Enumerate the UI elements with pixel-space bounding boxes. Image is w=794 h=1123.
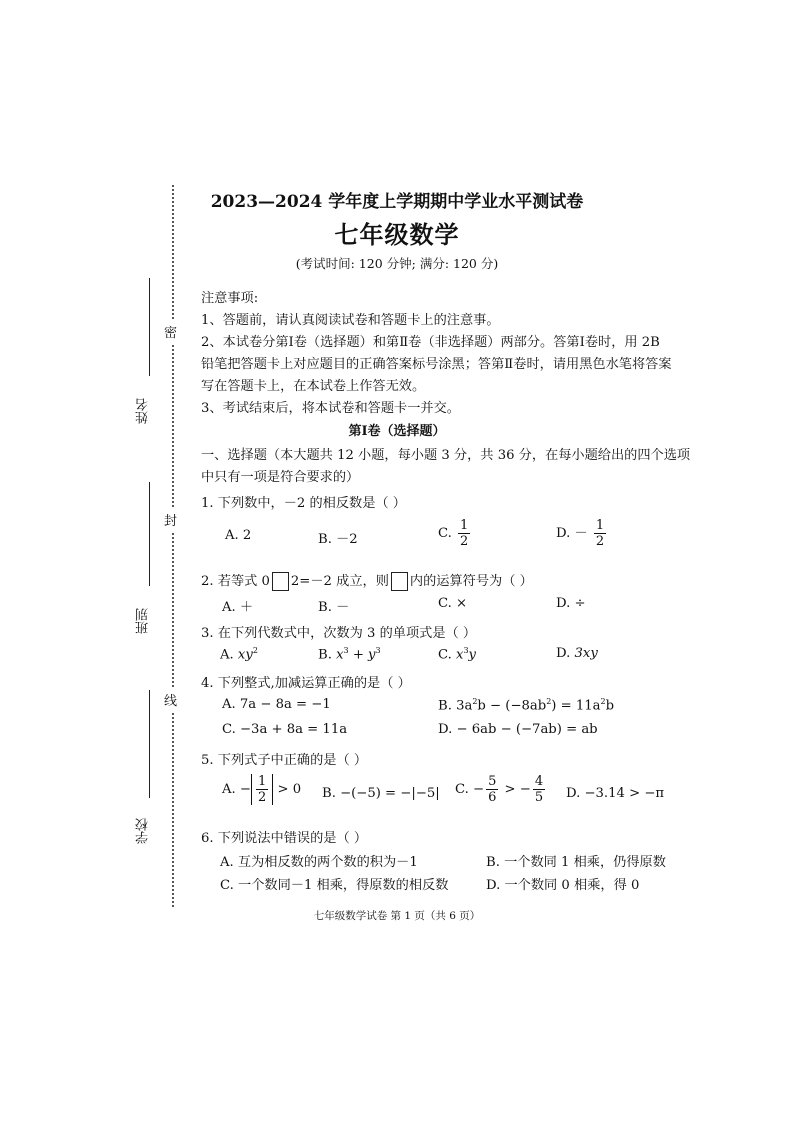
q6-option-b: B. 一个数同 1 相乘，仍得原数	[486, 855, 666, 870]
q6-option-d: D. 一个数同 0 相乘，得 0	[486, 878, 640, 893]
notes-heading: 注意事项:	[201, 291, 259, 306]
q3-c-expr-1: x	[456, 647, 464, 663]
q3-d-expr: 3xy	[574, 646, 598, 661]
q1-c-denominator: 2	[460, 534, 469, 549]
q3-a-label: A.	[220, 647, 234, 663]
q3-option-c	[438, 646, 476, 662]
q5-c-fraction-1	[486, 774, 498, 805]
blank-box-icon	[391, 572, 408, 591]
section-intro-line-2: 中只有一项是符合要求的）	[201, 470, 360, 485]
question-1-stem: 1. 下列数中，－2 的相反数是（ ）	[201, 496, 406, 511]
q3-option-b	[318, 646, 381, 662]
question-4-stem: 4. 下列整式,加减运算正确的是（ ）	[201, 676, 411, 691]
notes-item-1: 1、答题前，请认真阅读试卷和答题卡上的注意事。	[201, 313, 500, 328]
q1-option-a: A. 2	[225, 528, 252, 543]
q2-option-b: B. －	[318, 600, 350, 615]
q5-a-denominator: 2	[257, 790, 267, 805]
q5-c-numerator-2: 4	[534, 774, 544, 789]
section-intro-line-1: 一、选择题（本大题共 12 小题，每小题 3 分，共 36 分，在每小题给出的四个选项	[201, 448, 691, 463]
q1-d-numerator: 1	[595, 518, 605, 533]
q3-b-sup-1: 3	[343, 646, 349, 655]
class-label: 班别	[136, 608, 151, 634]
q3-c-sup: 3	[463, 646, 469, 655]
q3-c-label: C.	[438, 647, 452, 663]
q4-option-a: A. 7a − 8a = −1	[222, 697, 331, 712]
q3-a-sup: 2	[252, 646, 258, 655]
q3-b-label: B.	[318, 647, 332, 663]
q4-b-sup-1: 2	[472, 697, 478, 706]
section-title: 第Ⅰ卷（选择题）	[348, 424, 446, 439]
blank-box-icon	[272, 572, 289, 591]
notes-item-2-line-1: 2、本试卷分第Ⅰ卷（选择题）和第Ⅱ卷（非选择题）两部分。答第Ⅰ卷时，用 2B	[201, 335, 660, 350]
exam-title: 2023—2024 学年度上学期期中学业水平测试卷	[210, 192, 584, 212]
q6-option-a: A. 互为相反数的两个数的积为－1	[220, 855, 418, 870]
question-2-stem	[201, 570, 533, 591]
q3-option-d	[556, 646, 598, 661]
q5-c-mid: > −	[504, 782, 531, 797]
q3-b-expr-1: x	[336, 647, 344, 663]
q5-a-post: > 0	[277, 782, 302, 797]
exam-info: (考试时间: 120 分钟; 满分: 120 分)	[295, 256, 499, 271]
notes-item-2-line-3: 写在答题卡上，在本试卷上作答无效。	[201, 379, 426, 394]
notes-item-3: 3、考试结束后，将本试卷和答题卡一并交。	[201, 401, 460, 416]
name-label: 姓名	[136, 398, 151, 424]
q2-stem-part-1: 2. 若等式 0	[201, 574, 270, 589]
question-3-stem: 3. 在下列代数式中，次数为 3 的单项式是（ ）	[201, 626, 477, 641]
q1-option-d	[556, 518, 608, 549]
q3-b-sup-2: 3	[375, 646, 381, 655]
q3-c-expr-2: y	[468, 647, 476, 663]
q2-option-c: C. ×	[438, 596, 468, 611]
name-blank-line	[149, 278, 150, 376]
q4-b-sup-2: 2	[546, 697, 552, 706]
q6-option-c: C. 一个数同－1 相乘，得原数的相反数	[220, 878, 449, 893]
q1-option-c-label: C.	[438, 526, 452, 541]
q5-c-pre: C. −	[455, 782, 485, 797]
q1-option-d-fraction	[594, 518, 606, 549]
q4-b-part-2: b − (−8ab	[477, 698, 547, 714]
q5-option-c	[455, 774, 547, 805]
q1-option-d-label: D. －	[556, 526, 588, 541]
q4-option-b	[438, 697, 614, 713]
q5-option-a	[222, 774, 301, 805]
q5-option-d: D. −3.14 > −π	[566, 786, 665, 801]
q1-option-b: B. －2	[318, 532, 358, 547]
q5-c-numerator-1: 5	[488, 774, 497, 789]
notes-item-2-line-2: 铅笔把答题卡上对应题目的正确答案标号涂黑；答第Ⅱ卷时，请用黑色水笔将答案	[201, 357, 672, 372]
class-blank-line	[149, 482, 150, 586]
q2-stem-part-2: 2=－2 成立，则	[290, 574, 389, 589]
school-label: 学校	[136, 818, 151, 844]
q1-c-numerator: 1	[460, 518, 469, 533]
q2-option-a: A. ＋	[222, 600, 254, 615]
seal-char-feng: 封	[164, 508, 177, 531]
q5-a-fraction	[256, 774, 268, 805]
school-blank-line	[149, 690, 150, 798]
q1-d-denominator: 2	[595, 534, 605, 549]
q5-a-abs	[251, 774, 273, 805]
binding-dotted-line	[172, 185, 174, 907]
q4-b-part-1: B. 3a	[438, 698, 473, 714]
q4-b-part-3: ) = 11a	[551, 698, 601, 714]
q3-b-expr-2: + y	[348, 647, 376, 663]
q5-c-denominator-1: 6	[488, 790, 497, 805]
q4-b-sup-3: 2	[600, 697, 606, 706]
exam-subject: 七年级数学	[334, 220, 460, 249]
q2-option-d: D. ÷	[556, 596, 586, 611]
q5-a-numerator: 1	[257, 774, 267, 789]
question-5-stem: 5. 下列式子中正确的是（ ）	[201, 753, 368, 768]
q3-d-label: D.	[556, 646, 571, 661]
q5-option-b: B. −(−5) = −|−5|	[322, 786, 440, 801]
q3-option-a	[220, 646, 258, 662]
seal-char-mi: 密	[164, 320, 177, 343]
q3-a-expr: xy	[237, 647, 253, 663]
q1-option-c	[438, 518, 472, 549]
q1-option-c-fraction	[458, 518, 470, 549]
q5-c-denominator-2: 5	[534, 790, 544, 805]
page-footer: 七年级数学试卷 第 1 页（共 6 页）	[313, 910, 481, 922]
q2-stem-part-3: 内的运算符号为（ ）	[409, 574, 533, 589]
q5-c-fraction-2	[533, 774, 545, 805]
question-6-stem: 6. 下列说法中错误的是（ ）	[201, 831, 368, 846]
seal-char-xian: 线	[164, 688, 177, 711]
q5-a-pre: A. −	[222, 782, 251, 797]
q4-b-part-4: b	[605, 698, 615, 714]
q4-option-c: C. −3a + 8a = 11a	[222, 722, 348, 737]
q4-option-d: D. − 6ab − (−7ab) = ab	[438, 722, 598, 737]
